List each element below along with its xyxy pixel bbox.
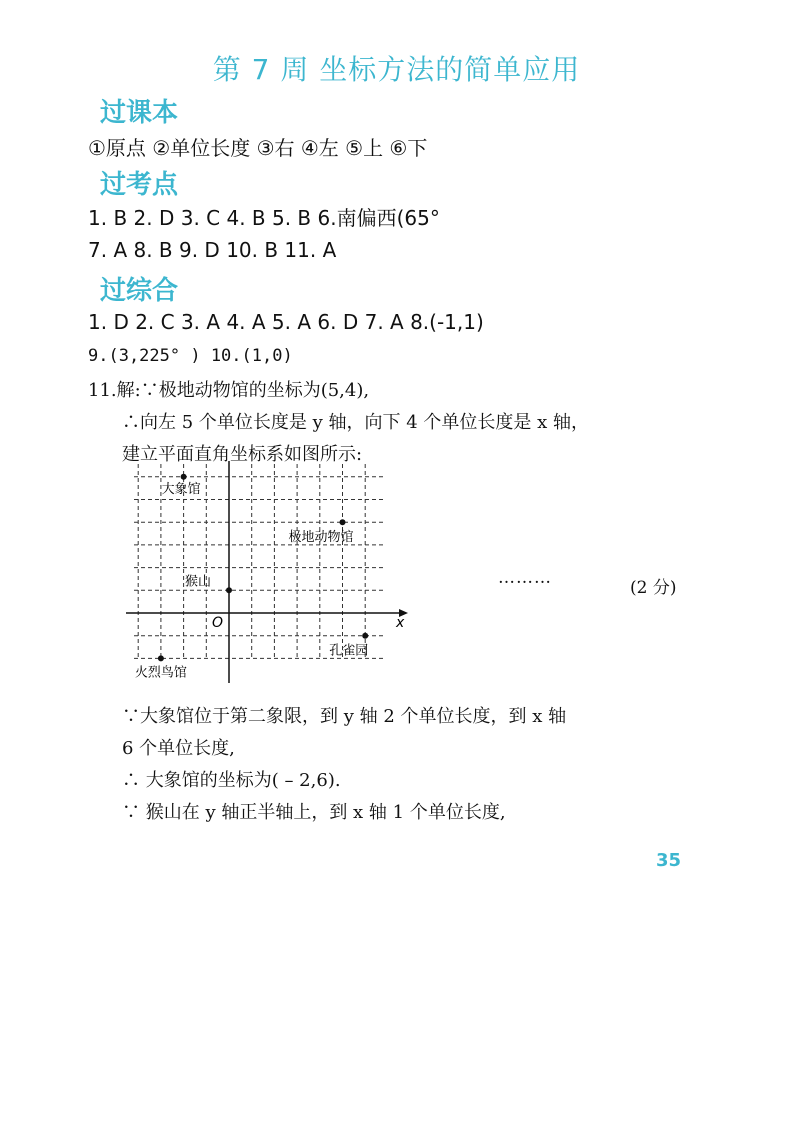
zonghe-answers-line-1: 1. D 2. C 3. A 4. A 5. A 6. D 7. A 8.(-1,1) (88, 310, 484, 334)
point-label: 火烈鸟馆 (134, 665, 187, 681)
origin-label: O (212, 615, 224, 631)
point-label: 大象馆 (161, 481, 201, 497)
score-label: (2 分) (630, 578, 677, 598)
point-marker (340, 519, 346, 525)
solution-line-6: ∴ 大象馆的坐标为( – 2,6). (122, 770, 341, 791)
solution-line-4: ∵大象馆位于第二象限，到 y 轴 2 个单位长度，到 x 轴 (122, 706, 567, 727)
section-heading-zonghe: 过综合 (100, 276, 179, 306)
point-label: 孔雀园 (329, 643, 369, 659)
coordinate-figure (120, 455, 420, 685)
solution-line-1: 11.解:∵极地动物馆的坐标为(5,4), (88, 380, 370, 401)
page-title: 第 7 周 坐标方法的简单应用 (212, 53, 581, 86)
kaodian-answers-line-2: 7. A 8. B 9. D 10. B 11. A (88, 238, 337, 262)
score-leader-dots: ……… (498, 568, 552, 588)
solution-line-7: ∵ 猴山在 y 轴正半轴上，到 x 轴 1 个单位长度, (122, 802, 506, 823)
solution-line-2: ∴向左 5 个单位长度是 y 轴，向下 4 个单位长度是 x 轴， (122, 412, 589, 433)
point-marker (158, 655, 164, 661)
zonghe-answers-line-2: 9.(3,225° ) 10.(1,0) (88, 346, 293, 366)
point-marker (226, 587, 232, 593)
section-heading-keben: 过课本 (100, 98, 179, 128)
keben-answers: ①原点 ②单位长度 ③右 ④左 ⑤上 ⑥下 (88, 136, 428, 160)
point-marker (181, 474, 187, 480)
x-axis-label: x (396, 615, 405, 631)
kaodian-answers-line-1: 1. B 2. D 3. C 4. B 5. B 6.南偏西(65° (88, 206, 440, 230)
solution-line-5: 6 个单位长度, (122, 738, 235, 759)
point-label: 极地动物馆 (288, 530, 354, 546)
point-marker (362, 633, 368, 639)
section-heading-kaodian: 过考点 (100, 170, 179, 200)
point-label: 猴山 (185, 574, 212, 590)
solution-line-3: 建立平面直角坐标系如图所示: (122, 444, 363, 465)
page-number: 35 (656, 850, 682, 871)
